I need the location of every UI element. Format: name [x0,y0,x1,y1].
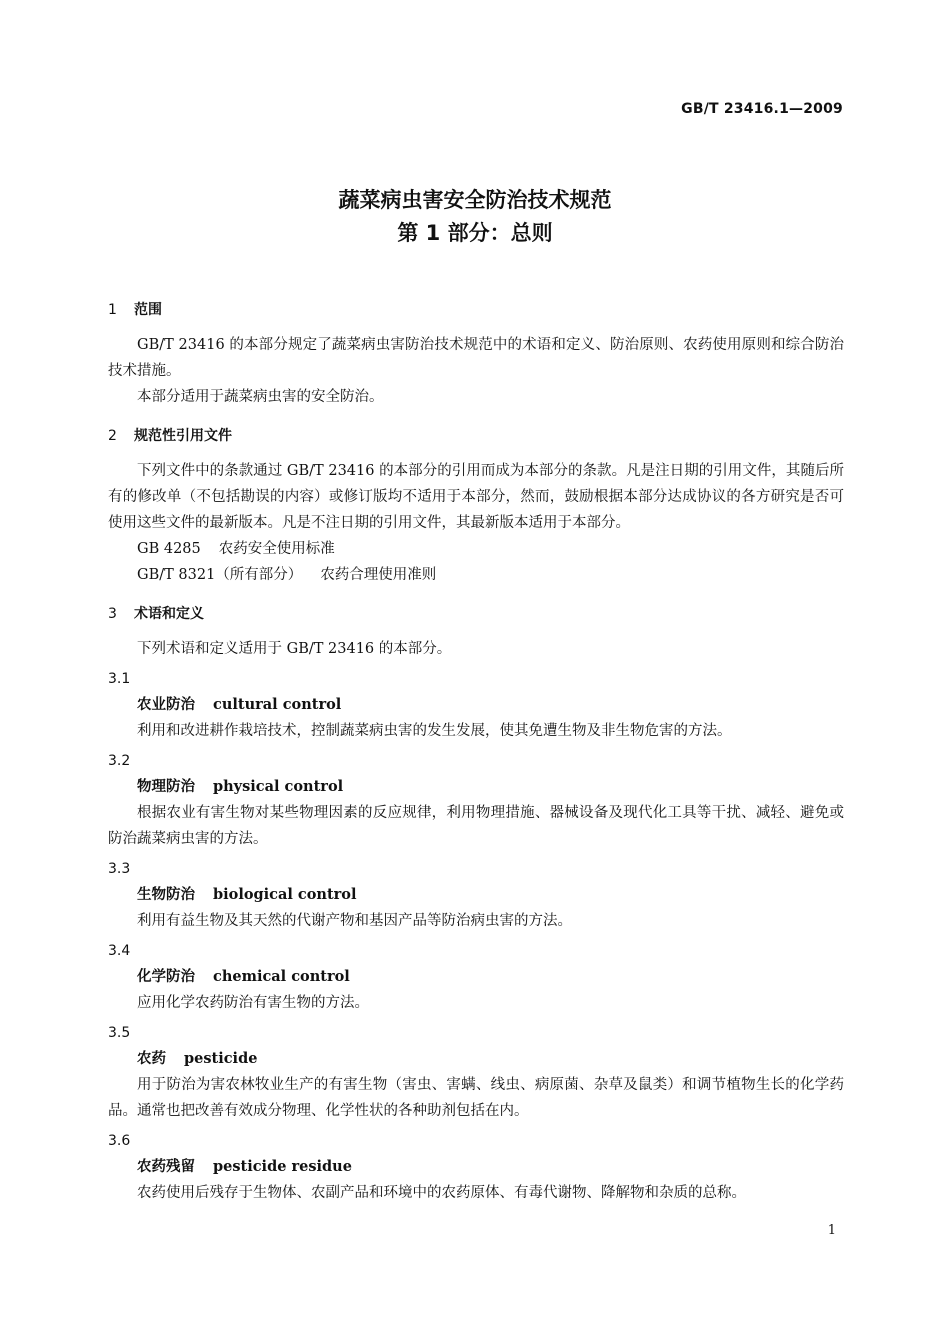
term-number: 3.6 [108,1133,131,1149]
document-subtitle: 第 1 部分：总则 [397,221,553,245]
term-definition: 应用化学农药防治有害生物的方法。 [137,995,369,1011]
term-zh: 农业防治 [137,697,195,713]
term-en: physical control [213,778,344,795]
term-definition: 根据农业有害生物对某些物理因素的反应规律，利用物理措施、器械设备及现代化工具等干扰、减轻、避免或防治蔬菜病虫害的方法。 [108,805,844,847]
term-heading [108,692,844,718]
term-en: cultural control [213,696,342,713]
paragraph: 本部分适用于蔬菜病虫害的安全防治。 [137,389,384,405]
term-heading [108,964,844,990]
term-definition: 利用和改进耕作栽培技术，控制蔬菜病虫害的发生发展，使其免遭生物及非生物危害的方法。 [137,723,732,739]
term-zh: 化学防治 [137,969,195,985]
paragraph: 下列文件中的条款通过 GB/T 23416 的本部分的引用而成为本部分的条款。凡是注日期的引用文件，其随后所有的修改单（不包括勘误的内容）或修订版均不适用于本部分，然而，鼓励根据本部分达成协议的各方研究是否可使用这些文件的最新版本。凡是不注日期的引用文件，其最新版本适用于本部分。 [108,463,844,531]
term-en: biological control [213,886,357,903]
reference-item [108,536,844,562]
section-heading-scope [108,297,844,323]
reference-code: GB/T 8321（所有部分） [137,567,303,583]
reference-item [108,562,844,588]
term-heading [108,1154,844,1180]
term-zh: 农药残留 [137,1159,195,1175]
document-title: 蔬菜病虫害安全防治技术规范 [338,188,612,212]
term-heading [108,882,844,908]
term-zh: 生物防治 [137,887,195,903]
term-zh: 农药 [137,1051,166,1067]
page-number: 1 [827,1223,836,1238]
term-en: pesticide [184,1050,258,1067]
section-title: 范围 [134,302,162,318]
document-body [108,297,844,1206]
section-heading-normative-references [108,423,844,449]
term-definition: 利用有益生物及其天然的代谢产物和基因产品等防治病虫害的方法。 [137,913,572,929]
term-number: 3.3 [108,861,131,877]
term-number: 3.4 [108,943,131,959]
paragraph: GB/T 23416 的本部分规定了蔬菜病虫害防治技术规范中的术语和定义、防治原则、农药使用原则和综合防治技术措施。 [108,337,844,379]
reference-name: 农药合理使用准则 [320,567,437,583]
paragraph: 下列术语和定义适用于 GB/T 23416 的本部分。 [137,641,452,657]
section-number: 2 [108,428,117,444]
term-heading [108,1046,844,1072]
section-number: 1 [108,302,117,318]
term-definition: 农药使用后残存于生物体、农副产品和环境中的农药原体、有毒代谢物、降解物和杂质的总称。 [137,1185,746,1201]
term-number: 3.1 [108,671,131,687]
reference-code: GB 4285 [137,541,201,557]
section-heading-terms [108,601,844,627]
section-number: 3 [108,606,117,622]
term-number: 3.5 [108,1025,131,1041]
reference-name: 农药安全使用标准 [218,541,335,557]
standard-code: GB/T 23416.1—2009 [681,101,843,117]
term-en: pesticide residue [213,1158,352,1175]
term-definition: 用于防治为害农林牧业生产的有害生物（害虫、害螨、线虫、病原菌、杂草及鼠类）和调节植物生长的化学药品。通常也把改善有效成分物理、化学性状的各种助剂包括在内。 [108,1077,844,1119]
term-number: 3.2 [108,753,131,769]
term-zh: 物理防治 [137,779,195,795]
section-title: 术语和定义 [134,606,204,622]
term-heading [108,774,844,800]
section-title: 规范性引用文件 [134,428,232,444]
term-en: chemical control [213,968,350,985]
